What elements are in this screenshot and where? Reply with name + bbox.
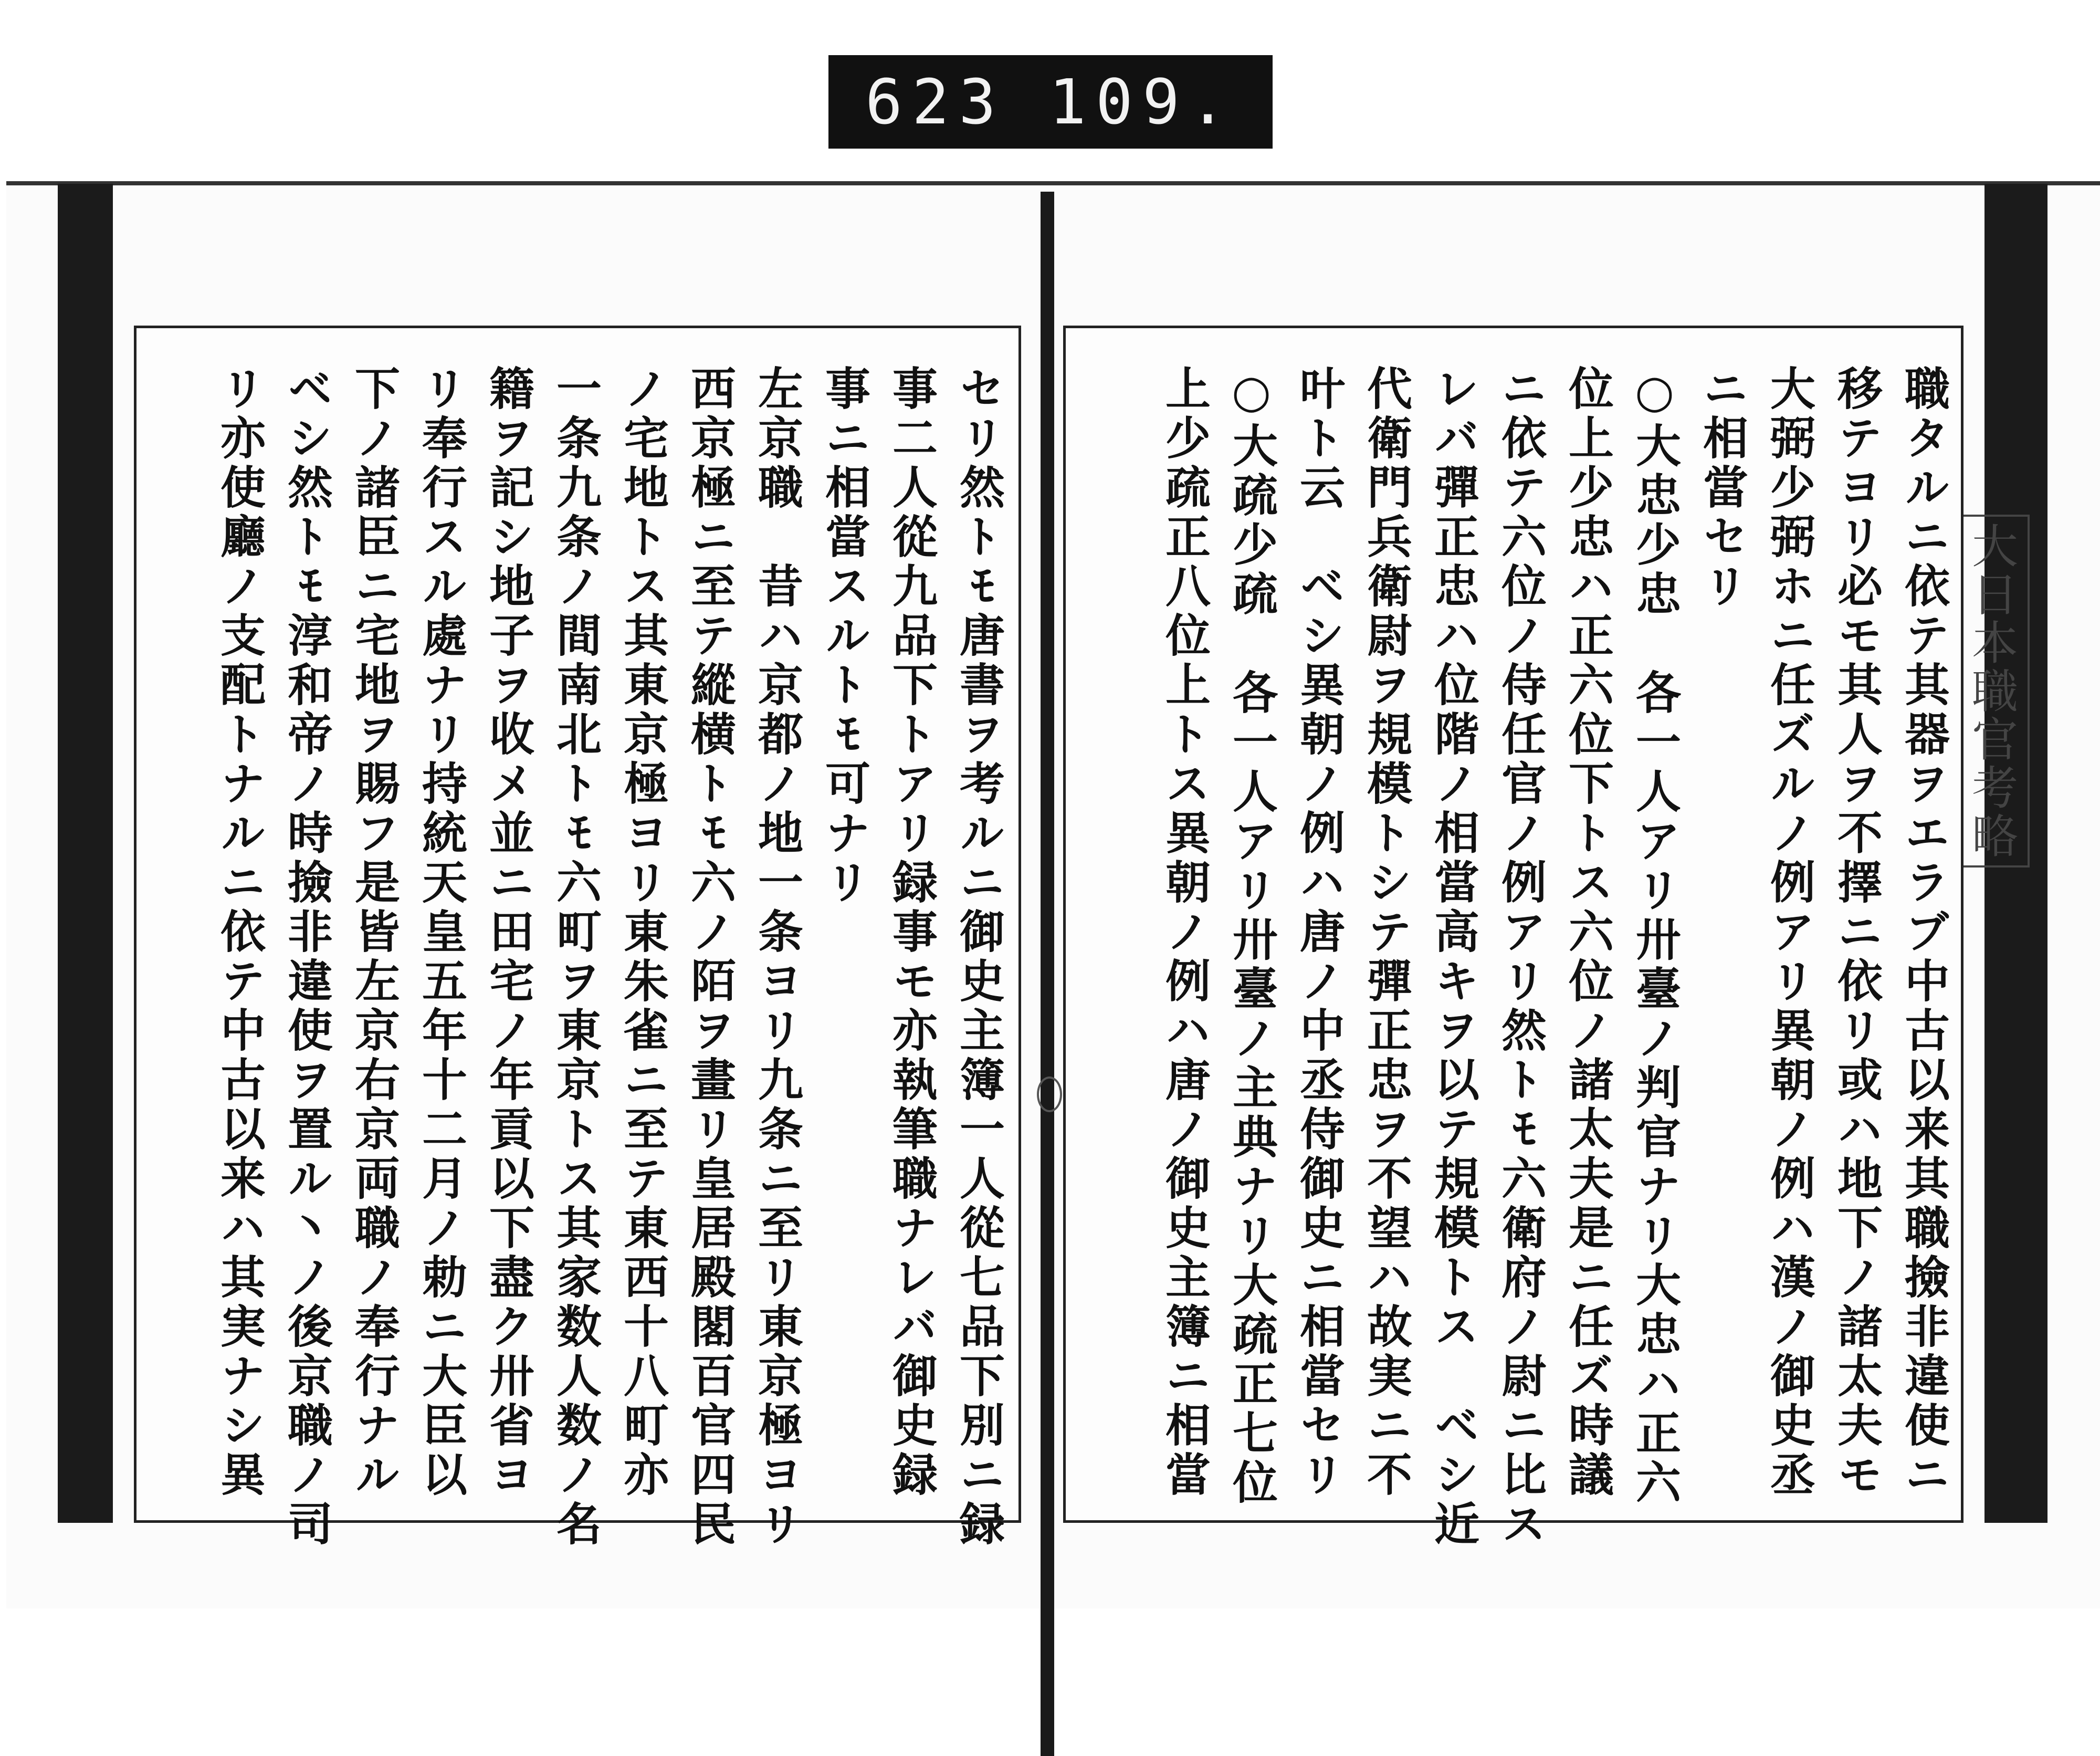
text-column: 位上少忠ハ正六位下トス六位ノ諸太夫是ニ任ズ時議 <box>1561 365 1614 1500</box>
text-column: ベシ然ﾄﾓ淳和帝ノ時撿非違使ヲ置ル丶ノ後京職ノ司 <box>280 365 333 1550</box>
text-column: 左京職 昔ハ京都ノ地一条ヨリ九条ニ至リ東京極ヨリ <box>750 365 803 1550</box>
text-column: セリ然ﾄﾓ唐書ヲ考ルニ御史主簿一人從七品下別ニ録 <box>952 365 1005 1550</box>
text-column: リ亦使廳ノ支配トナルニ依テ中古以来ハ其実ナシ異 <box>213 365 266 1500</box>
book-edge-left <box>58 184 113 1523</box>
right-page <box>1063 326 1964 1550</box>
text-column: 移テヨリ必モ其人ヲ不擇ニ依リ或ハ地下ノ諸太夫モ <box>1830 365 1883 1500</box>
text-column: ニ依テ六位ノ侍任官ノ例アリ然ﾄﾓ六衛府ノ尉ニ比ス <box>1494 365 1547 1550</box>
text-column: 上少疏正八位上トス異朝ノ例ハ唐ノ御史主簿ニ相當 <box>1158 365 1211 1500</box>
text-column: 職タルニ依テ其器ヲエラブ中古以来其職撿非違使ニ <box>1897 365 1950 1500</box>
text-column: 一条九条ノ間南北ﾄﾓ六町ヲ東京トス其家数人数ノ名 <box>549 365 602 1550</box>
text-column: 下ノ諸臣ニ宅地ヲ賜フ是皆左京右京両職ノ奉行ナル <box>347 365 400 1500</box>
frame-number-label <box>828 55 1273 149</box>
text-column: ニ相當セリ <box>1695 365 1748 612</box>
text-column: ○大忠少忠 各一人アリ卅臺ノ判官ナリ大忠ハ正六 <box>1628 365 1681 1508</box>
text-column: 籍ヲ記シ地子ヲ收メ並ニ田宅ノ年貢以下盡ク卅省ヨ <box>481 365 534 1500</box>
text-column: 代衛門兵衛尉ヲ規模トシテ彈正忠ヲ不望ハ故実ニ不 <box>1359 365 1412 1500</box>
frame-number-right: 109. <box>1048 66 1236 138</box>
text-column: レバ彈正忠ハ位階ノ相當高キヲ以テ規模トス ベシ近 <box>1426 365 1479 1550</box>
text-column: 大弼少弼ホニ任ズルノ例アリ異朝ノ例ハ漢ノ御史丞 <box>1762 365 1815 1500</box>
left-page <box>134 326 1021 1550</box>
text-column: 西京極ニ至テ縱横ﾄﾓ六ノ陌ヲ畫リ皇居殿閣百官四民 <box>683 365 736 1550</box>
side-running-title: 大日本職官考略 <box>1953 515 2030 867</box>
text-column: 事ニ相當スルﾄﾓ可ナリ <box>817 365 870 908</box>
text-column: ノ宅地トス其東京極ヨリ東朱雀ニ至テ東西十八町亦 <box>616 365 669 1500</box>
frame-number-left: 623 <box>865 66 1006 138</box>
book-gutter <box>1041 192 1054 1756</box>
text-column: 叶ト云 ベシ異朝ノ例ハ唐ノ中丞侍御史ニ相當セリ <box>1292 365 1345 1500</box>
margin-mark <box>1037 1076 1062 1112</box>
text-column: リ奉行スル處ナリ持統天皇五年十二月ノ勅ニ大臣以 <box>414 365 467 1500</box>
text-column: 事二人從九品下トアリ録事モ亦執筆職ナレバ御史録 <box>885 365 938 1500</box>
text-column: ○大疏少疏 各一人アリ卅臺ノ主典ナリ大疏正七位 <box>1225 365 1278 1508</box>
